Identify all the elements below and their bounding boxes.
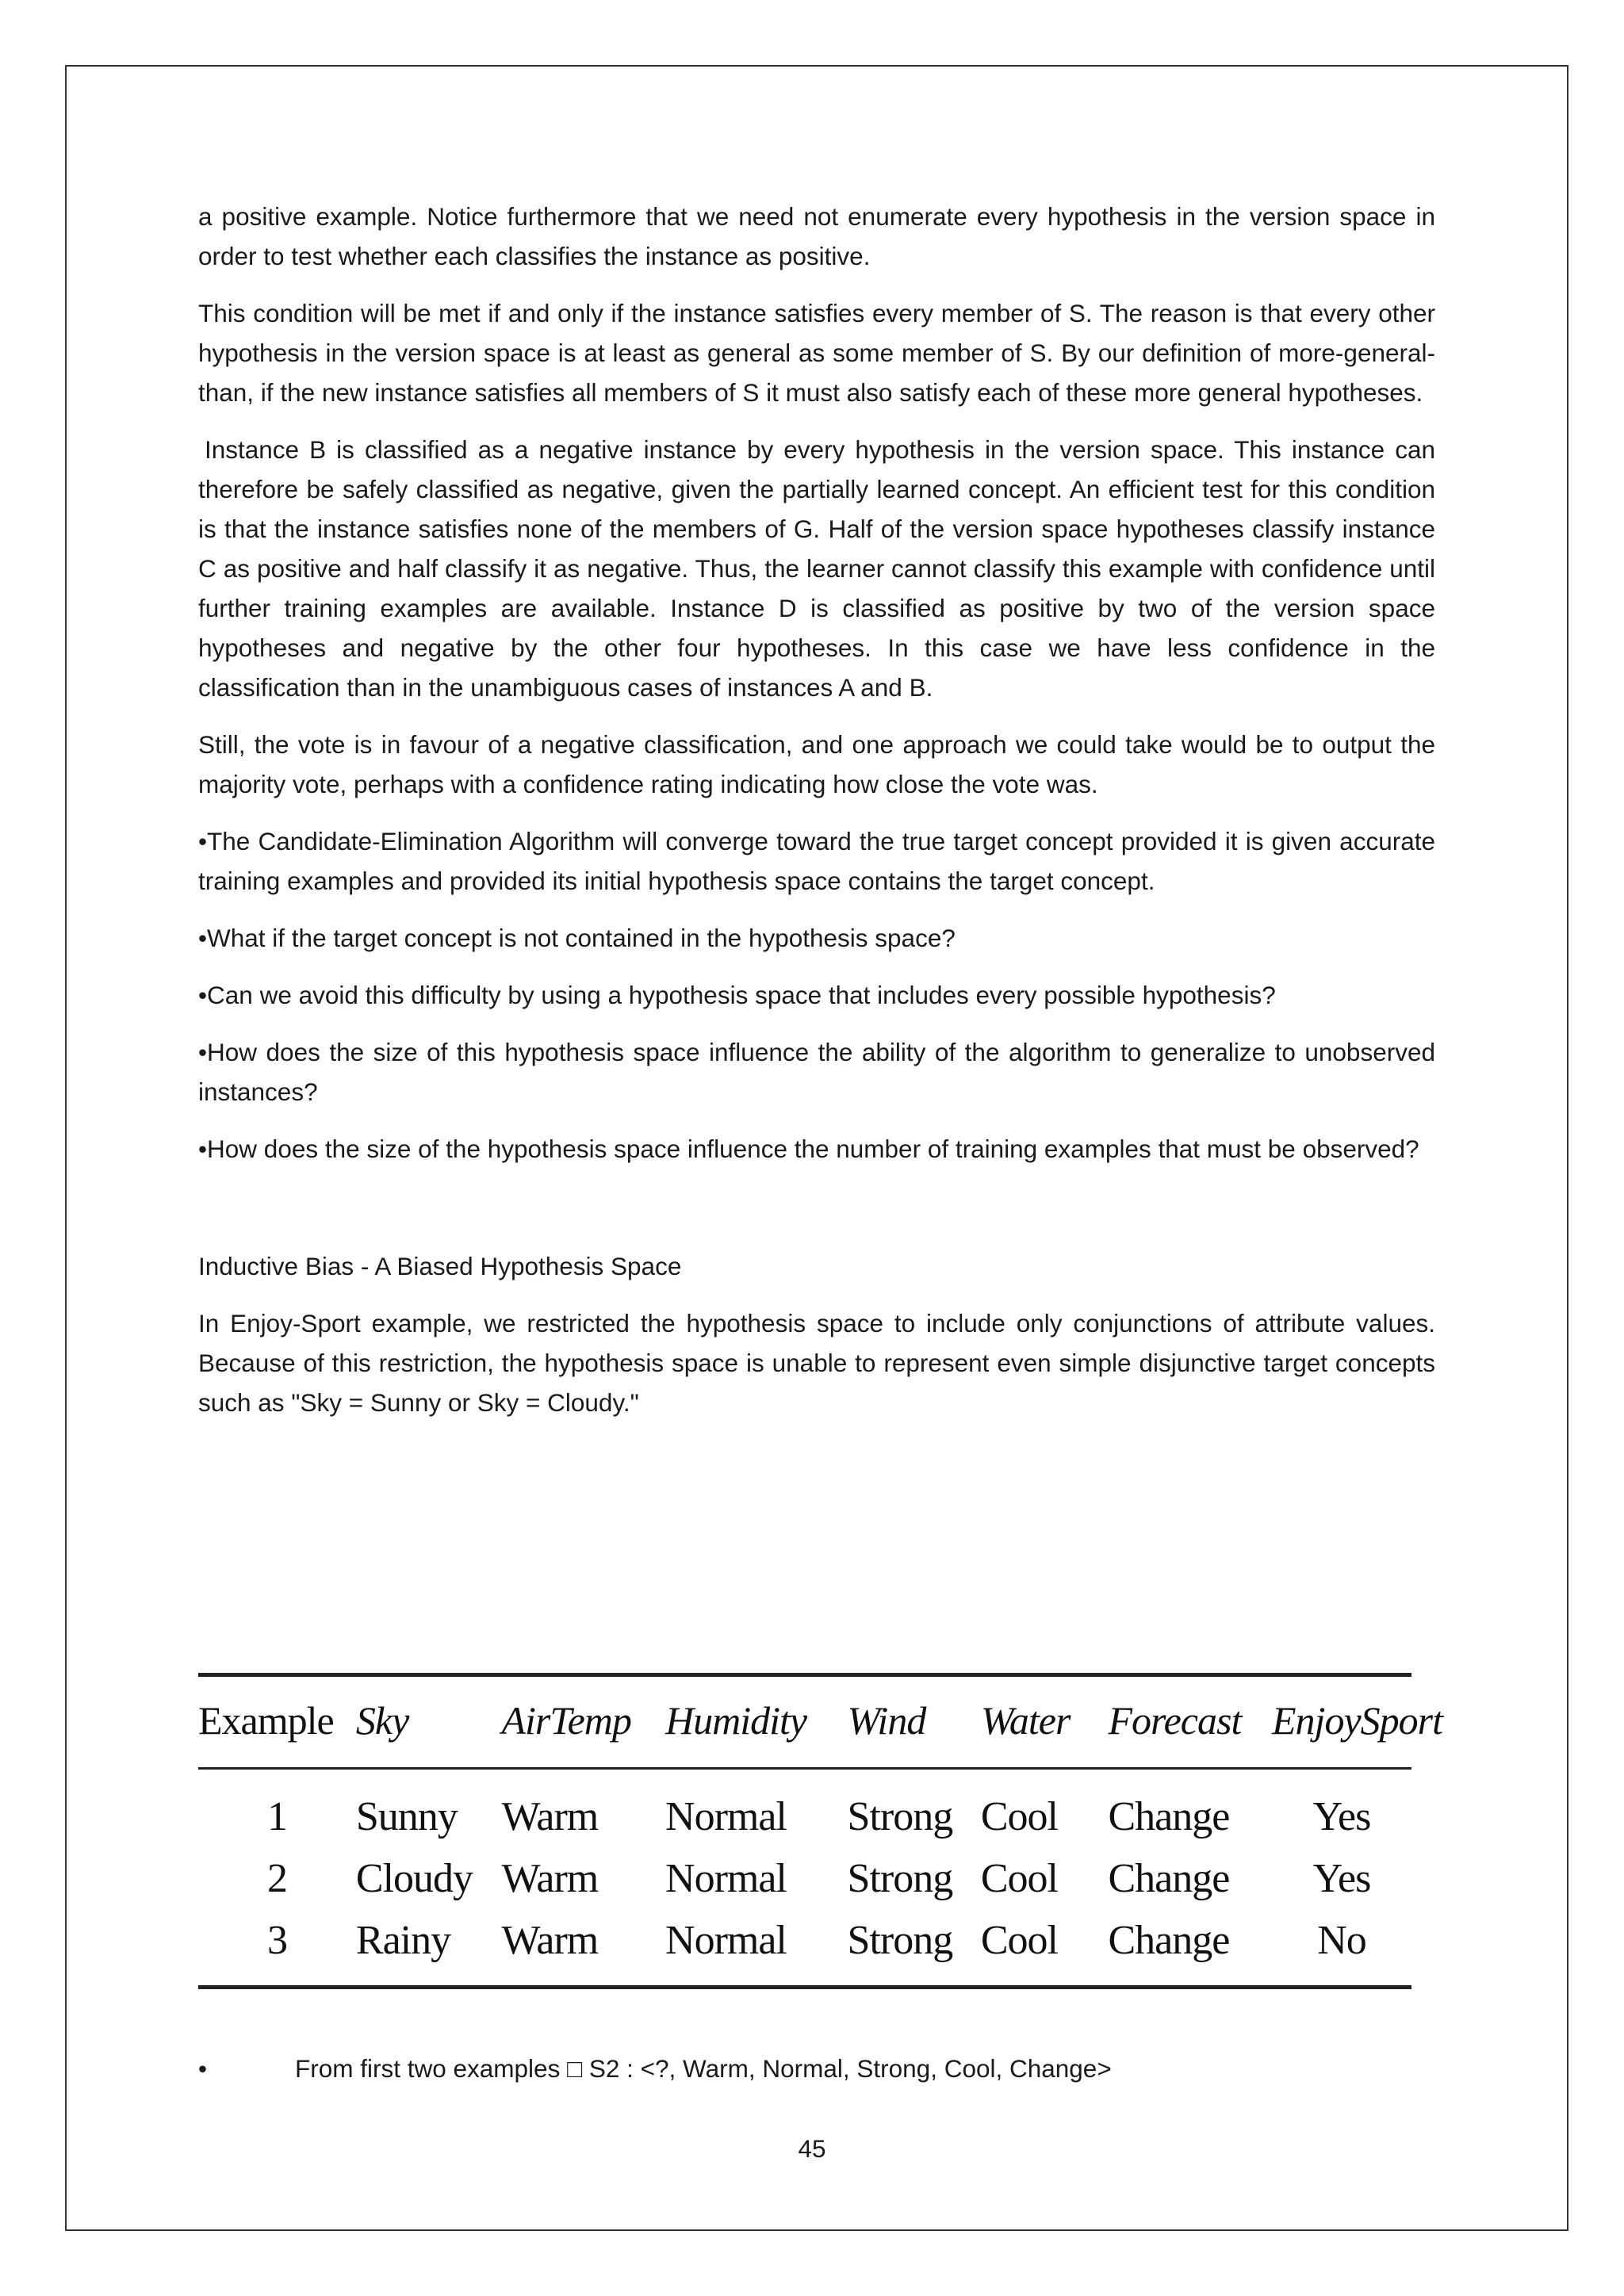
bullet-paragraph-1: •The Candidate-Elimination Algorithm will converge toward the true target concept provided it is given accurate training examples and provided its initial hypothesis space contains the target concept. [198,827,1435,895]
cell-enjoysport: No [1317,1917,1366,1963]
bullet-paragraph-5: •How does the size of the hypothesis space influence the number of training examples that must be observed? [198,1135,1419,1163]
header-forecast: Forecast [1108,1698,1242,1743]
cell-wind: Strong [847,1793,953,1839]
cell-wind: Strong [847,1855,953,1901]
cell-water: Cool [980,1793,1058,1839]
cell-humidity: Normal [665,1793,787,1839]
cell-water: Cool [980,1855,1058,1901]
header-example: Example [198,1698,334,1743]
header-airtemp: AirTemp [501,1698,631,1743]
cell-example: 2 [266,1855,287,1901]
header-enjoysport: EnjoySport [1272,1698,1442,1743]
cell-forecast: Change [1108,1917,1230,1963]
cell-forecast: Change [1108,1855,1230,1901]
cell-water: Cool [980,1917,1058,1963]
cell-airtemp: Warm [501,1917,599,1963]
table-row [198,1909,1411,1985]
cell-wind: Strong [847,1917,953,1963]
paragraph-4: Still, the vote is in favour of a negative classification, and one approach we could take would be to output the majority vote, perhaps with a confidence rating indicating how close the vote was. [198,730,1435,798]
cell-example: 3 [266,1917,287,1963]
table-row [198,1770,1411,1847]
table-header-row [198,1677,1411,1767]
paragraph-3: Instance B is classified as a negative instance by every hypothesis in the version space. This instance can therefore be safely classified as negative, given the partially learned concept. An efficient test for this condition is that the instance satisfies none of the members of G. Half of the version space hypotheses classify instance C as positive and half classify it as negative. Thus, the learner cannot classify this example with confidence until further training examples are available. Instance D is classified as positive by two of the version space hypotheses and negative by the other four hypotheses. In this case we have less confidence in the classification than in the unambiguous cases of instances A and B. [198,435,1435,702]
table-row [198,1847,1411,1909]
cell-sky: Cloudy [355,1855,473,1901]
bullet-paragraph-3: •Can we avoid this difficulty by using a hypothesis space that includes every possible hypothesis? [198,981,1276,1009]
cell-example: 1 [266,1793,287,1839]
header-wind: Wind [847,1698,926,1743]
header-water: Water [980,1698,1071,1743]
bullet-text: From first two examples □ S2 : <?, Warm, Normal, Strong, Cool, Change> [295,2054,1112,2083]
paragraph-1: a positive example. Notice furthermore that we need not enumerate every hypothesis in the version space in order to test whether each classifies the instance as positive. [198,202,1435,270]
cell-humidity: Normal [665,1855,787,1901]
paragraph-2: This condition will be met if and only if the instance satisfies every member of S. The reason is that every other hypothesis in the version space is at least as general as some member of S. By our definition of more-general-than, if the new instance satisfies all members of S it must also satisfy each of these more general hypotheses. [198,299,1435,407]
cell-enjoysport: Yes [1312,1793,1371,1839]
cell-humidity: Normal [665,1917,787,1963]
bullet-marker: • [198,2054,208,2083]
cell-airtemp: Warm [501,1793,599,1839]
bullet-paragraph-4: •How does the size of this hypothesis space influence the ability of the algorithm to generalize to unobserved instances? [198,1038,1435,1106]
header-sky: Sky [355,1698,409,1743]
bullet-paragraph-2: •What if the target concept is not contained in the hypothesis space? [198,924,956,952]
section-paragraph: In Enjoy-Sport example, we restricted the hypothesis space to include only conjunctions of attribute values. Because of this restriction, the hypothesis space is unable to represent even simple disjunctive target concepts such as "Sky = Sunny or Sky = Cloudy." [198,1309,1435,1417]
header-humidity: Humidity [665,1698,807,1743]
page-number: 45 [798,2134,826,2163]
enjoysport-table [198,1673,1442,1989]
document-body [198,197,1435,1440]
cell-forecast: Change [1108,1793,1230,1839]
cell-enjoysport: Yes [1312,1855,1371,1901]
cell-airtemp: Warm [501,1855,599,1901]
cell-sky: Sunny [355,1793,458,1839]
cell-sky: Rainy [355,1917,451,1963]
section-heading: Inductive Bias - A Biased Hypothesis Space [198,1252,682,1280]
final-bullet [198,2049,1435,2088]
table-bottom-rule [198,1985,1411,1989]
